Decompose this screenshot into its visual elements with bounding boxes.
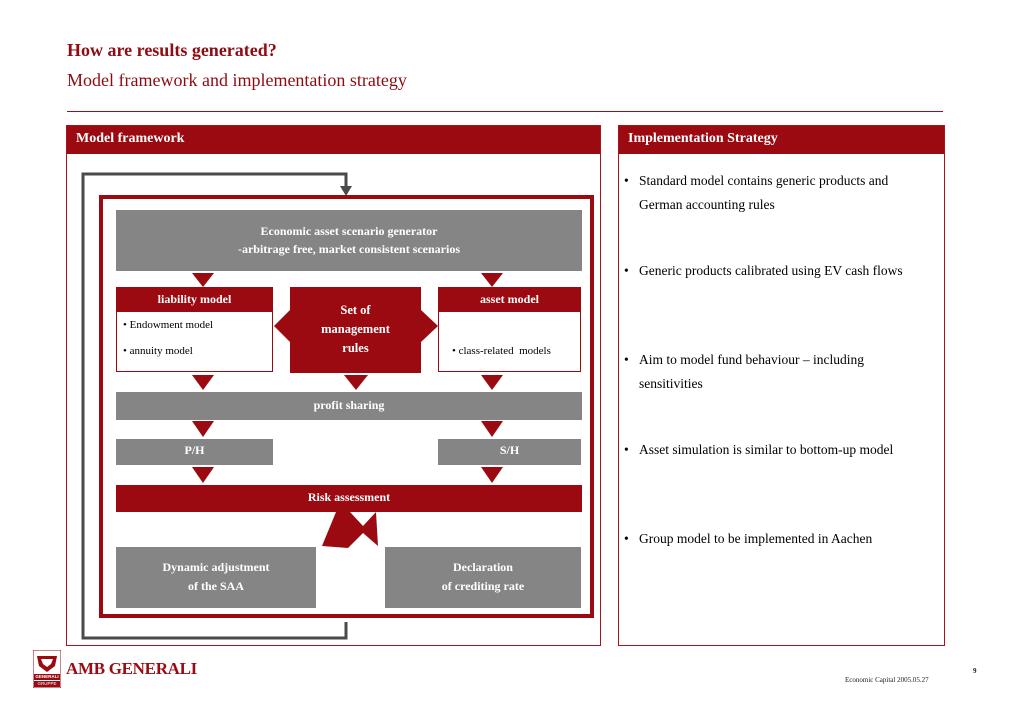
arrow-down-ps-mid (344, 375, 368, 390)
scenario-generator-line1: Economic asset scenario generator (260, 224, 438, 238)
feedback-loop-arrowhead (340, 186, 352, 196)
logo-wordmark: AMB GENERALI (66, 659, 197, 678)
management-rules-line1: Set of (340, 303, 371, 317)
sh-box: S/H (438, 439, 581, 465)
declaration-line1: Declaration (453, 560, 513, 574)
arrow-down-ph (192, 421, 214, 437)
model-framework-header: Model framework (67, 126, 600, 154)
implementation-item: • Standard model contains generic products and German accounting rules (624, 173, 889, 212)
declaration-box (385, 547, 581, 608)
liability-item: • Endowment model (123, 319, 214, 331)
dynamic-adjustment-box (116, 547, 316, 608)
arrow-down-liability (192, 273, 214, 287)
liability-model-box (116, 287, 273, 372)
split-chevron (322, 512, 378, 548)
arrow-down-sh (481, 421, 503, 437)
implementation-strategy-panel (618, 125, 945, 646)
liability-model-title: liability model (117, 288, 272, 312)
arrow-down-ps-right (481, 375, 503, 390)
arrow-down-risk-right (481, 467, 503, 483)
asset-item: • class-related models (452, 345, 551, 357)
management-rules-line2: management (321, 322, 390, 336)
implementation-item: • Aim to model fund behaviour – including sensitivities (624, 352, 864, 391)
implementation-item: • Generic products calibrated using EV cash flows (624, 263, 903, 278)
dynamic-adjustment-line2: of the SAA (188, 579, 244, 593)
ph-box: P/H (116, 439, 273, 465)
asset-model-title: asset model (439, 288, 580, 312)
dynamic-adjustment-line1: Dynamic adjustment (162, 560, 270, 574)
footer-caption: Economic Capital 2005.05.27 (845, 676, 929, 684)
scenario-generator-line2: -arbitrage free, market consistent scenarios (237, 242, 461, 256)
management-rules-box (290, 287, 421, 373)
implementation-strategy-header: Implementation Strategy (619, 126, 944, 154)
arrow-right-asset (421, 310, 438, 342)
liability-item: • annuity model (123, 345, 193, 357)
arrow-down-ps-left (192, 375, 214, 390)
arrow-down-risk-left (192, 467, 214, 483)
declaration-line2: of crediting rate (441, 579, 525, 593)
implementation-item: • Group model to be implemented in Aachen (624, 531, 873, 546)
generali-logo (33, 650, 197, 690)
page-number: 9 (973, 667, 977, 675)
risk-assessment-bar: Risk assessment (116, 485, 582, 512)
arrow-left-liability (274, 310, 290, 342)
logo-small-top: GENERALI (35, 674, 59, 679)
profit-sharing-bar: profit sharing (116, 392, 582, 420)
management-rules-line3: rules (342, 341, 369, 355)
page-subtitle: Model framework and implementation strategy (67, 70, 407, 90)
implementation-item: • Asset simulation is similar to bottom-up model (624, 442, 894, 457)
page-title: How are results generated? (67, 40, 277, 60)
arrow-down-asset (481, 273, 503, 287)
asset-model-box (438, 287, 581, 372)
scenario-generator-box (116, 210, 582, 271)
logo-small-bottom: GRUPPE (37, 681, 57, 686)
